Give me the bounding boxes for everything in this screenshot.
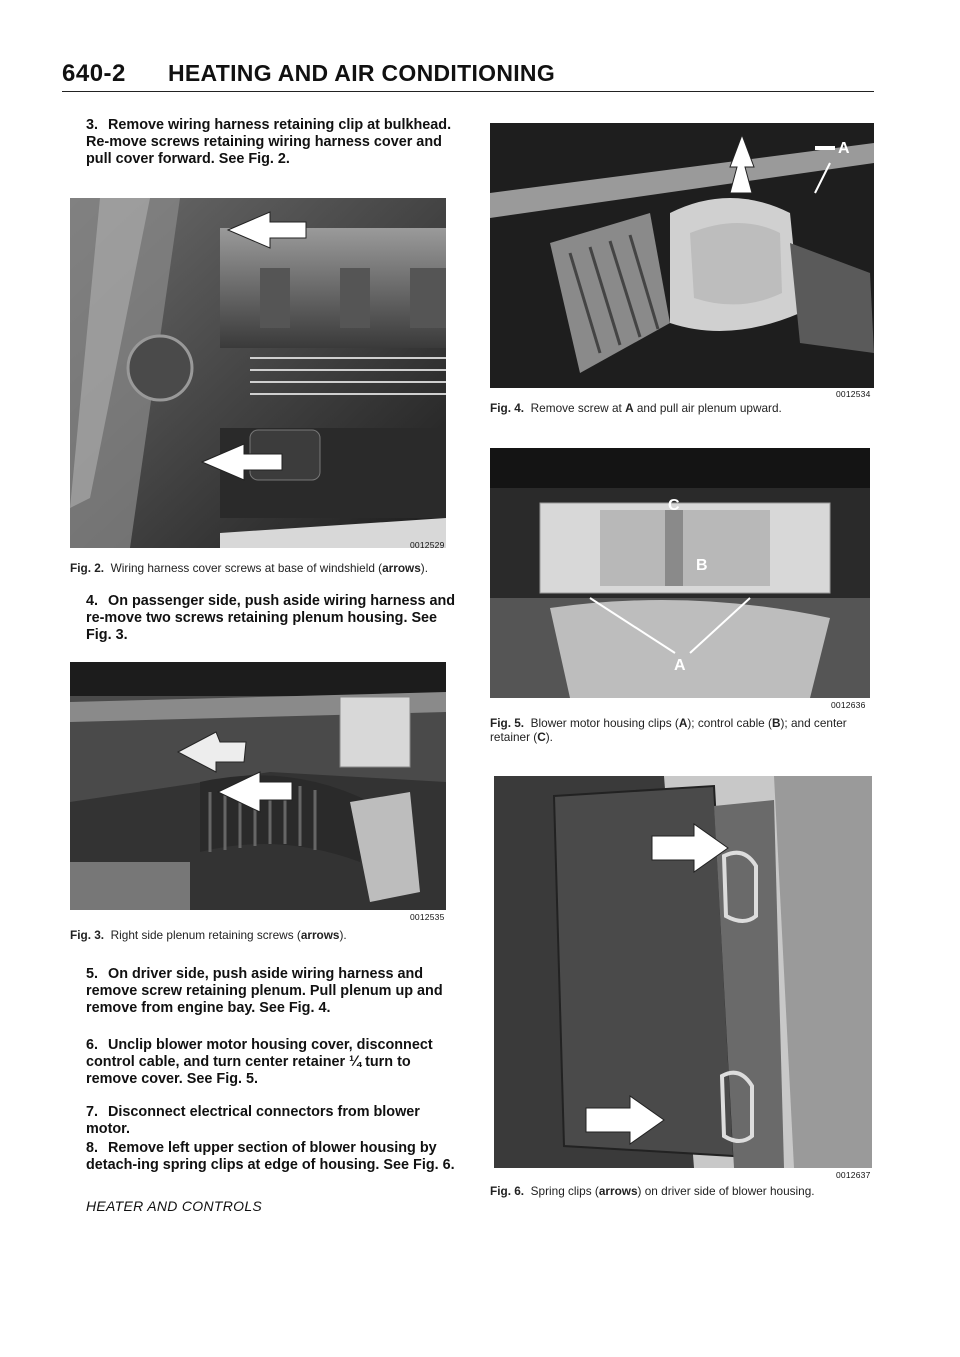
step-7 (86, 1104, 462, 1138)
figure-5-photo (490, 448, 870, 698)
figure-6-caption (490, 1184, 874, 1198)
figure-4-caption (490, 401, 874, 415)
step-number: 7. (86, 1104, 99, 1120)
caption-text: ) on driver side of blower housing. (637, 1184, 815, 1198)
caption-text: and pull air plenum upward. (633, 401, 782, 415)
figure-2-photo (70, 198, 446, 548)
caption-bold: B (771, 716, 781, 730)
caption-bold: arrows (598, 1184, 638, 1198)
step-3 (86, 117, 462, 168)
caption-text: Right side plenum retaining screws ( (110, 928, 301, 942)
callout-b: B (696, 557, 708, 574)
figure-2-caption (70, 561, 460, 575)
figure-2-code: 0012529 (410, 540, 445, 550)
step-number: 6. (86, 1037, 99, 1053)
caption-text: ). (545, 730, 553, 744)
caption-bold: C (537, 730, 546, 744)
caption-text: ); control cable ( (687, 716, 772, 730)
figure-6-photo (494, 776, 872, 1168)
step-text: Remove left upper section of blower housing by detach-ing spring clips at edge of housing. See Fig. 6. (86, 1140, 455, 1173)
step-text: On passenger side, push aside wiring harness and re-move two screws retaining plenum housing. See Fig. 3. (86, 593, 456, 643)
step-6 (86, 1037, 462, 1088)
step-text: Remove wiring harness retaining clip at bulkhead. Re-move screws retaining wiring harness cover and pull cover forward. See Fig. 2. (86, 117, 452, 167)
step-number: 4. (86, 593, 99, 609)
step-number: 3. (86, 117, 99, 133)
step-text: Disconnect electrical connectors from blower motor. (86, 1104, 420, 1137)
caption-bold: A (678, 716, 688, 730)
figure-label: Fig. 3. (70, 928, 105, 942)
caption-bold: A (625, 401, 634, 415)
figure-6-code: 0012637 (836, 1170, 871, 1180)
figure-label: Fig. 6. (490, 1184, 525, 1198)
step-4 (86, 593, 462, 644)
step-5 (86, 966, 462, 1017)
header-rule (62, 91, 874, 92)
step-text: Unclip blower motor housing cover, disconnect control cable, and turn center retainer ¼ turn to remove cover. See Fig. 5. (86, 1037, 433, 1087)
section-footer: HEATER AND CONTROLS (86, 1198, 263, 1214)
figure-5-code: 0012636 (831, 700, 866, 710)
callout-a: A (674, 657, 686, 674)
figure-4-photo (490, 123, 874, 388)
figure-5-caption (490, 716, 874, 744)
caption-text: ). (339, 928, 347, 942)
chapter-title: HEATING AND AIR CONDITIONING (168, 60, 556, 86)
caption-text: Wiring harness cover screws at base of windshield ( (110, 561, 383, 575)
step-8 (86, 1140, 462, 1174)
caption-bold: arrows (300, 928, 340, 942)
figure-label: Fig. 5. (490, 716, 525, 730)
caption-bold: arrows (382, 561, 421, 575)
caption-text: Remove screw at (530, 401, 626, 415)
page-number: 640-2 (62, 60, 126, 87)
figure-label: Fig. 2. (70, 561, 105, 575)
caption-text: ). (420, 561, 429, 575)
step-number: 8. (86, 1140, 99, 1156)
figure-3-photo (70, 662, 446, 910)
step-text: On driver side, push aside wiring harness and remove screw retaining plenum. Pull plenum up and remove from engine bay. See Fig. 4. (86, 966, 443, 1016)
caption-text: Spring clips ( (530, 1184, 599, 1198)
figure-4-code: 0012534 (836, 389, 871, 399)
caption-text: ); and center retainer ( (490, 716, 847, 744)
figure-label: Fig. 4. (490, 401, 525, 415)
caption-text: Blower motor housing clips ( (530, 716, 679, 730)
callout-a: A (838, 140, 850, 157)
figure-3-code: 0012535 (410, 912, 445, 922)
step-number: 5. (86, 966, 99, 982)
figure-3-caption (70, 928, 460, 942)
callout-c: C (668, 497, 680, 514)
